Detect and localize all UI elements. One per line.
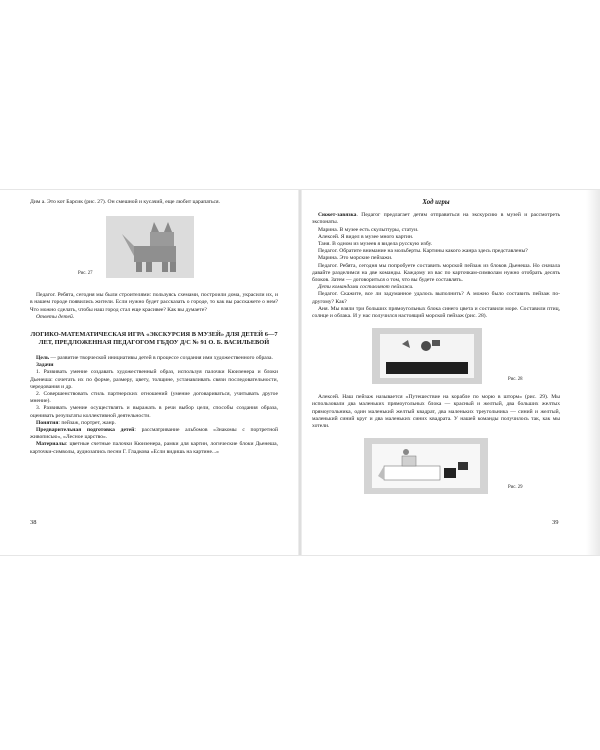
concepts-paragraph <box>30 420 278 427</box>
setup-label: Сюжет-завязка <box>318 212 357 219</box>
task-1: 1. Развивать умение создавать художественный образ, используя палочки Кюизенера и блоки Дьенеша: сочетать их по форме, размеру, цвету, толщине, устанавливать связи последовательности, чередования и др. <box>30 369 278 390</box>
dialogue-line-8: Педагог. Скажите, все ли задуманное удалось выполнить? А можно было составить пейзаж по-другому? Как? <box>312 291 560 305</box>
prep-label: Предварительная подготовка детей <box>36 427 135 434</box>
dialogue-line-9: Аня. Мы взяли три больших прямоугольных блока синего цвета и составили море. Составили птиц, солнце и облака. И у нас получился настоящий морской пейзаж (рис. 28). <box>312 305 560 320</box>
dialogue-line-6: Педагог. Ребята, сегодня мы попробуете составить морской пейзаж из блоков Дьенеша. Но сначала давайте разделимся на две команды. Каждому из вас по карточкам-символам нужно отобрать десять блоков. Затем — договориться о том, что вы будете составлять. <box>312 262 560 284</box>
prep-text: : рассматривание альбомов «Знакомы с портретной живописью», «Лесное царство». <box>30 427 278 441</box>
page-edge-shadow <box>586 190 600 555</box>
dialogue-line-7: Дети командами составляют пейзажи. <box>318 284 414 291</box>
ship-cabin <box>402 456 416 466</box>
setup-text: . Педагог предлагает детям отправиться на экскурсию в музей и рассмотреть экспонаты. <box>312 212 560 226</box>
materials-text: : цветные счетные палочки Кюизенера, рамки для картин, логические блоки Дьенеша, карточки-символы, аудиозапись песни Г. Гладкова «Если видишь на картине...» <box>30 441 278 455</box>
dialogue-line-3: Таня. В одном из музеев я видела русскую избу. <box>318 241 433 248</box>
section-title: Ход игры <box>422 199 450 206</box>
cat-body <box>134 246 176 262</box>
book-gutter <box>298 190 302 555</box>
tasks-label: Задачи <box>36 362 54 369</box>
ship-square-blue-2 <box>458 462 468 470</box>
cat-leg-3 <box>162 262 168 272</box>
cloud-block <box>432 340 440 346</box>
cat-leg-1 <box>136 262 142 272</box>
intro-line: Дим а. Это кот Барсик (рис. 27). Он смешной и кусачий, еще любит царапаться. <box>30 199 221 205</box>
figure-29 <box>312 436 560 498</box>
cat-ear-right <box>164 222 172 232</box>
materials-paragraph <box>30 441 278 455</box>
cat-head <box>150 232 174 246</box>
ship-hull <box>384 466 440 480</box>
dialogue-line-10: Алексей. Наш пейзаж называется «Путешествие на корабле по морю в шторм» (рис. 29). Мы использовали два маленьких прямоугольных блока — красный и желтый, два больших желтых прямоугольника, один маленький желтый квадрат, два маленьких треугольника — синий и желтый, маленький синий круг и два маленьких синих квадрата. У нашей команды получилось так, как мы хотели. <box>312 394 560 430</box>
children-answers: Ответы детей. <box>36 313 75 320</box>
cat-leg-2 <box>146 262 152 272</box>
dialogue-line-1: Марина. В музее есть скульптуры, статуи. <box>318 226 419 233</box>
materials-label: Материалы <box>36 441 66 448</box>
goal-paragraph <box>30 355 278 362</box>
concepts-label: Понятия <box>36 419 59 426</box>
sea-landscape-image <box>372 328 482 384</box>
concepts-text: : пейзаж, портрет, жанр. <box>58 419 116 426</box>
right-page <box>312 199 560 504</box>
figure-27-caption: Рис. 27 <box>78 271 93 277</box>
cat-ear-left <box>151 222 159 232</box>
section-heading: ЛОГИКО-МАТЕМАТИЧЕСКАЯ ИГРА «ЭКСКУРСИЯ В МУЗЕЙ» ДЛЯ ДЕТЕЙ 6—7 ЛЕТ, ПРЕДЛОЖЕННАЯ ПЕДАГОГОМ ГБДОУ Д/С № 91 О. Б. ВАСИЛЬЕВОЙ <box>30 331 278 347</box>
ship-image <box>364 438 488 494</box>
sea-blocks <box>386 362 468 374</box>
figure-29-caption: Рис. 29 <box>508 485 523 491</box>
right-page-number: 39 <box>552 519 559 526</box>
ship-circle <box>403 449 409 455</box>
task-3: 3. Развивать умение осуществлять и выражать в речи выбор цели, способы создания образа, оценивать результаты коллективной деятельности. <box>30 405 278 419</box>
teacher-paragraph: Педагог. Ребята, сегодня мы были строителями: пользуясь схемами, построили дома, украсили их, и в нашем городе появились жители. Если нужно будет рассказать о городе, то как вы расскажете о нем? Что можно сделать, чтобы наш город стал еще красивее? Как вы думаете? <box>30 292 278 313</box>
prep-paragraph <box>30 427 278 441</box>
figure-27 <box>30 212 278 282</box>
dialogue-line-4: Педагог. Обратите внимание на мольберты. Картины какого жанра здесь представлены? <box>318 248 528 255</box>
left-page-number: 38 <box>30 519 37 526</box>
ship-square-blue <box>444 468 456 478</box>
setup-paragraph <box>312 212 560 226</box>
cat-tangram-image <box>106 216 194 278</box>
task-2: 2. Совершенствовать стиль партнерских отношений (умение договариваться, учитывать другое мнение). <box>30 391 278 405</box>
left-page <box>30 199 278 456</box>
cat-tail <box>122 234 134 256</box>
figure-28-caption: Рис. 28 <box>508 377 523 383</box>
goal-text: — развитие творческой инициативы детей в процессе создания ими художественного образа. <box>48 355 273 362</box>
figure-28 <box>312 326 560 388</box>
sun-block <box>421 341 431 351</box>
cat-leg-4 <box>170 262 176 272</box>
goal-label: Цель <box>36 355 49 362</box>
dialogue-line-2: Алексей. Я видел в музее много картин. <box>318 233 414 240</box>
dialogue-line-5: Марина. Это морские пейзажи. <box>318 255 393 262</box>
